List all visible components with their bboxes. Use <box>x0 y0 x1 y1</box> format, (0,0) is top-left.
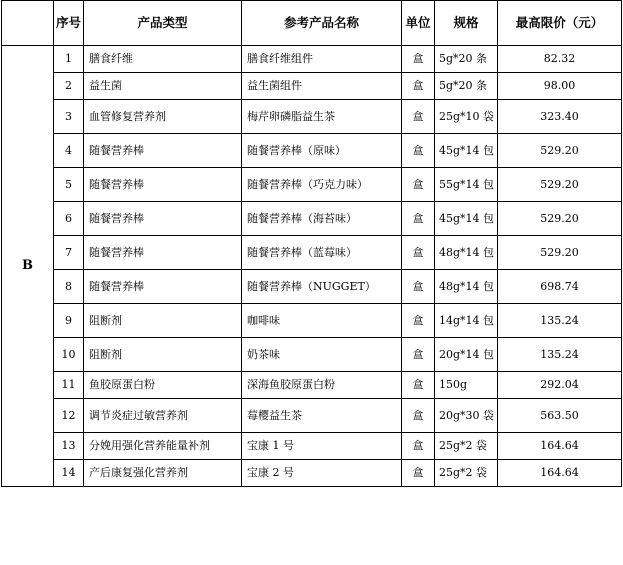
seq-cell: 12 <box>54 399 84 433</box>
ref-name-cell: 深海鱼胶原蛋白粉 <box>242 372 402 399</box>
seq-cell: 11 <box>54 372 84 399</box>
unit-cell: 盒 <box>402 433 435 460</box>
spec-cell: 20g*14 包 <box>435 338 498 372</box>
table-body <box>2 46 622 487</box>
category-cell: 随餐营养棒 <box>84 236 242 270</box>
unit-cell: 盒 <box>402 46 435 73</box>
max-price-cell: 323.40 <box>498 100 622 134</box>
spec-cell: 55g*14 包 <box>435 168 498 202</box>
ref-name-cell: 随餐营养棒（NUGGET） <box>242 270 402 304</box>
price-limit-table <box>1 0 622 487</box>
table-row <box>2 270 622 304</box>
ref-name-cell: 奶茶味 <box>242 338 402 372</box>
spec-cell: 25g*2 袋 <box>435 460 498 487</box>
spec-cell: 45g*14 包 <box>435 202 498 236</box>
seq-cell: 9 <box>54 304 84 338</box>
seq-cell: 1 <box>54 46 84 73</box>
category-cell: 膳食纤维 <box>84 46 242 73</box>
category-cell: 分娩用强化营养能量补剂 <box>84 433 242 460</box>
spec-cell: 48g*14 包 <box>435 270 498 304</box>
spec-cell: 5g*20 条 <box>435 73 498 100</box>
spec-cell: 150g <box>435 372 498 399</box>
ref-name-cell: 随餐营养棒（蓝莓味） <box>242 236 402 270</box>
max-price-header: 最高限价（元） <box>498 1 622 46</box>
unit-cell: 盒 <box>402 372 435 399</box>
max-price-cell: 98.00 <box>498 73 622 100</box>
table-row <box>2 100 622 134</box>
max-price-cell: 164.64 <box>498 460 622 487</box>
ref-name-cell: 随餐营养棒（海苔味） <box>242 202 402 236</box>
category-cell: 鱼胶原蛋白粉 <box>84 372 242 399</box>
ref-name-cell: 咖啡味 <box>242 304 402 338</box>
unit-cell: 盒 <box>402 168 435 202</box>
max-price-cell: 164.64 <box>498 433 622 460</box>
table-row <box>2 134 622 168</box>
unit-cell: 盒 <box>402 134 435 168</box>
seq-cell: 8 <box>54 270 84 304</box>
table-row <box>2 399 622 433</box>
spec-cell: 14g*14 包 <box>435 304 498 338</box>
table-row <box>2 168 622 202</box>
spec-header: 规格 <box>435 1 498 46</box>
table-row <box>2 73 622 100</box>
spec-cell: 25g*2 袋 <box>435 433 498 460</box>
spec-cell: 45g*14 包 <box>435 134 498 168</box>
ref-name-cell: 梅芹卵磷脂益生茶 <box>242 100 402 134</box>
unit-cell: 盒 <box>402 236 435 270</box>
category-cell: 随餐营养棒 <box>84 168 242 202</box>
category-cell: 阻断剂 <box>84 338 242 372</box>
seq-cell: 7 <box>54 236 84 270</box>
max-price-cell: 698.74 <box>498 270 622 304</box>
max-price-cell: 563.50 <box>498 399 622 433</box>
category-cell: 随餐营养棒 <box>84 134 242 168</box>
table-row <box>2 460 622 487</box>
unit-cell: 盒 <box>402 73 435 100</box>
unit-cell: 盒 <box>402 338 435 372</box>
table-row <box>2 338 622 372</box>
seq-cell: 2 <box>54 73 84 100</box>
max-price-cell: 135.24 <box>498 338 622 372</box>
table-row <box>2 46 622 73</box>
seq-header: 序号 <box>54 1 84 46</box>
seq-cell: 10 <box>54 338 84 372</box>
max-price-cell: 529.20 <box>498 236 622 270</box>
max-price-cell: 529.20 <box>498 134 622 168</box>
max-price-cell: 529.20 <box>498 202 622 236</box>
category-cell: 益生菌 <box>84 73 242 100</box>
ref-name-cell: 宝康 1 号 <box>242 433 402 460</box>
seq-cell: 13 <box>54 433 84 460</box>
unit-cell: 盒 <box>402 460 435 487</box>
category-cell: 产后康复强化营养剂 <box>84 460 242 487</box>
seq-cell: 3 <box>54 100 84 134</box>
unit-header: 单位 <box>402 1 435 46</box>
seq-cell: 6 <box>54 202 84 236</box>
seq-cell: 4 <box>54 134 84 168</box>
group-header <box>2 1 54 46</box>
max-price-cell: 135.24 <box>498 304 622 338</box>
ref-name-cell: 随餐营养棒（原味） <box>242 134 402 168</box>
seq-cell: 5 <box>54 168 84 202</box>
max-price-cell: 292.04 <box>498 372 622 399</box>
category-header: 产品类型 <box>84 1 242 46</box>
category-cell: 血管修复营养剂 <box>84 100 242 134</box>
table-row <box>2 236 622 270</box>
unit-cell: 盒 <box>402 270 435 304</box>
ref-name-header: 参考产品名称 <box>242 1 402 46</box>
table-row <box>2 372 622 399</box>
category-cell: 随餐营养棒 <box>84 270 242 304</box>
table-row <box>2 433 622 460</box>
ref-name-cell: 莓樱益生茶 <box>242 399 402 433</box>
ref-name-cell: 宝康 2 号 <box>242 460 402 487</box>
spec-cell: 48g*14 包 <box>435 236 498 270</box>
category-cell: 调节炎症过敏营养剂 <box>84 399 242 433</box>
unit-cell: 盒 <box>402 399 435 433</box>
max-price-cell: 529.20 <box>498 168 622 202</box>
ref-name-cell: 益生菌组件 <box>242 73 402 100</box>
table-row <box>2 304 622 338</box>
category-cell: 阻断剂 <box>84 304 242 338</box>
ref-name-cell: 膳食纤维组件 <box>242 46 402 73</box>
unit-cell: 盒 <box>402 100 435 134</box>
seq-cell: 14 <box>54 460 84 487</box>
unit-cell: 盒 <box>402 202 435 236</box>
spec-cell: 25g*10 袋 <box>435 100 498 134</box>
spec-cell: 20g*30 袋 <box>435 399 498 433</box>
table-header-row <box>2 1 622 46</box>
max-price-cell: 82.32 <box>498 46 622 73</box>
spec-cell: 5g*20 条 <box>435 46 498 73</box>
category-cell: 随餐营养棒 <box>84 202 242 236</box>
ref-name-cell: 随餐营养棒（巧克力味） <box>242 168 402 202</box>
group-label: B <box>2 46 54 487</box>
unit-cell: 盒 <box>402 304 435 338</box>
table-row <box>2 202 622 236</box>
